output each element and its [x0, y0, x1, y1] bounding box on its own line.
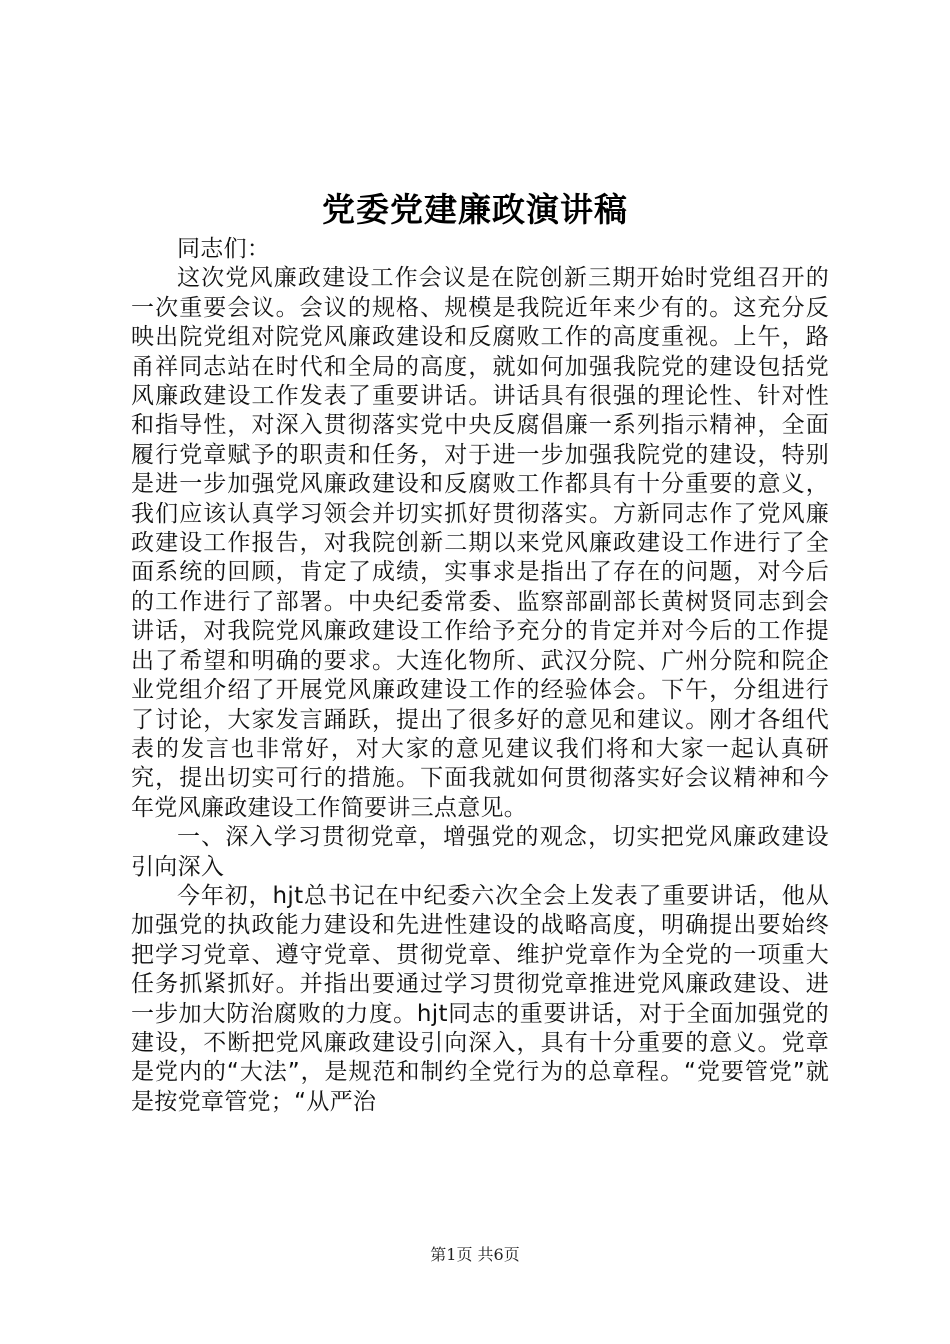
salutation-paragraph: 同志们：: [177, 236, 271, 262]
body-paragraph: 今年初，hjt总书记在中纪委六次全会上发表了重要讲话，他从加强党的执政能力建设和先进性建设的战略高度，明确提出要始终把学习党章、遵守党章、贯彻党章、维护党章作为全党的一项重大任务抓紧抓好。并指出要通过学习贯彻党章推进党风廉政建设、进一步加大防治腐败的力度。hjt同志的重要讲话，对于全面加强党的建设，不断把党风廉政建设引向深入，具有十分重要的意义。党章是党内的“大法”，是规范和制约全党行为的总章程。“党要管党”就是按党章管党；“从严治: [131, 882, 829, 1115]
document-title: 党委党建廉政演讲稿: [322, 190, 628, 229]
body-paragraph: 这次党风廉政建设工作会议是在院创新三期开始时党组召开的一次重要会议。会议的规格、规模是我院近年来少有的。这充分反映出院党组对院党风廉政建设和反腐败工作的高度重视。上午，路甬祥同志站在时代和全局的高度，就如何加强我院党的建设包括党风廉政建设工作发表了重要讲话。讲话具有很强的理论性、针对性和指导性，对深入贯彻落实党中央反腐倡廉一系列指示精神，全面履行党章赋予的职责和任务，对于进一步加强我院党的建设，特别是进一步加强党风廉政建设和反腐败工作都具有十分重要的意义，我们应该认真学习领会并切实抓好贯彻落实。方新同志作了党风廉政建设工作报告，对我院创新二期以来党风廉政建设工作进行了全面系统的回顾，肯定了成绩，实事求是指出了存在的问题，对今后的工作进行了部署。中央纪委常委、监察部副部长黄树贤同志到会讲话，对我院党风廉政建设工作给予充分的肯定并对今后的工作提出了希望和明确的要求。大连化物所、武汉分院、广州分院和院企业党组介绍了开展党风廉政建设工作的经验体会。下午，分组进行了讨论，大家发言踊跃，提出了很多好的意见和建议。刚才各组代表的发言也非常好，对大家的意见建议我们将和大家一起认真研究，提出切实可行的措施。下面我就如何贯彻落实好会议精神和今年党风廉政建设工作简要讲三点意见。: [131, 265, 829, 821]
document-body: [131, 235, 829, 1117]
page-number-footer: 第1页 共6页: [430, 1245, 520, 1264]
section-heading: 一、深入学习贯彻党章，增强党的观念，切实把党风廉政建设引向深入: [131, 824, 829, 880]
